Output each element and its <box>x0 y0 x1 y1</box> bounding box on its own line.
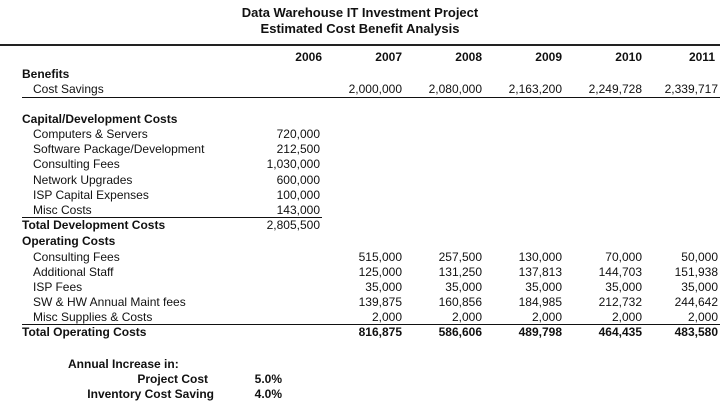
total-operating-2009: 489,798 <box>518 325 562 339</box>
operating-value: 130,000 <box>518 250 562 264</box>
operating-value: 50,000 <box>681 250 718 264</box>
capital-row-label: ISP Capital Expenses <box>33 188 149 202</box>
operating-value: 160,856 <box>438 295 482 309</box>
operating-row-label: ISP Fees <box>33 280 83 294</box>
operating-value: 515,000 <box>358 250 402 264</box>
total-operating-2007: 816,875 <box>358 325 402 339</box>
cost-savings-label: Cost Savings <box>33 82 104 96</box>
capital-heading: Capital/Development Costs <box>22 112 178 126</box>
operating-value: 2,000 <box>531 310 562 324</box>
operating-value: 35,000 <box>445 280 482 294</box>
operating-value: 35,000 <box>365 280 402 294</box>
total-operating-2010: 464,435 <box>598 325 642 339</box>
capital-row-label: Misc Costs <box>33 203 92 217</box>
operating-value: 131,250 <box>438 265 482 279</box>
capital-row-value: 1,030,000 <box>266 157 320 171</box>
total-operating-costs-label: Total Operating Costs <box>22 325 147 339</box>
cost-savings-2009: 2,163,200 <box>508 82 562 96</box>
total-operating-2011: 483,580 <box>674 325 718 339</box>
total-dev-costs-value: 2,805,500 <box>266 218 320 232</box>
capital-row-label: Network Upgrades <box>33 173 133 187</box>
project-cost-label: Project Cost <box>137 372 208 386</box>
operating-value: 184,985 <box>518 295 562 309</box>
operating-heading: Operating Costs <box>22 234 116 248</box>
inventory-cost-saving-value: 4.0% <box>254 387 282 401</box>
operating-row-label: SW & HW Annual Maint fees <box>33 295 186 309</box>
operating-value: 212,732 <box>598 295 642 309</box>
capital-row-label: Software Package/Development <box>33 142 205 156</box>
year-col-2007: 2007 <box>375 50 402 64</box>
year-col-2011: 2011 <box>688 50 715 64</box>
operating-row-label: Misc Supplies & Costs <box>33 310 153 324</box>
operating-value: 139,875 <box>358 295 402 309</box>
benefits-underline <box>22 97 720 98</box>
capital-row-value: 143,000 <box>276 203 320 217</box>
title-line-1: Data Warehouse IT Investment Project <box>241 5 479 20</box>
operating-value: 137,813 <box>518 265 562 279</box>
operating-value: 35,000 <box>681 280 718 294</box>
year-col-2008: 2008 <box>455 50 482 64</box>
inventory-cost-saving-label: Inventory Cost Saving <box>87 387 214 401</box>
operating-value: 151,938 <box>674 265 718 279</box>
operating-value: 2,000 <box>371 310 402 324</box>
operating-value: 2,000 <box>451 310 482 324</box>
capital-row-label: Consulting Fees <box>33 157 120 171</box>
capital-row-value: 720,000 <box>276 127 320 141</box>
year-col-2010: 2010 <box>615 50 642 64</box>
annual-increase-heading: Annual Increase in: <box>68 357 179 371</box>
title-line-2: Estimated Cost Benefit Analysis <box>260 21 460 36</box>
capital-row-value: 100,000 <box>276 188 320 202</box>
capital-row-label: Computers & Servers <box>33 127 148 141</box>
cost-savings-2011: 2,339,717 <box>664 82 718 96</box>
operating-value: 35,000 <box>525 280 562 294</box>
total-dev-costs-label: Total Development Costs <box>22 218 166 232</box>
total-operating-2008: 586,606 <box>438 325 482 339</box>
operating-row-label: Additional Staff <box>33 265 114 279</box>
capital-row-value: 600,000 <box>276 173 320 187</box>
operating-value: 2,000 <box>687 310 718 324</box>
operating-value: 125,000 <box>358 265 402 279</box>
project-cost-value: 5.0% <box>254 372 282 386</box>
cost-savings-2007: 2,000,000 <box>348 82 402 96</box>
operating-value: 257,500 <box>438 250 482 264</box>
operating-value: 144,703 <box>598 265 642 279</box>
operating-value: 244,642 <box>674 295 718 309</box>
capital-row-value: 212,500 <box>276 142 320 156</box>
year-col-2009: 2009 <box>535 50 562 64</box>
operating-value: 70,000 <box>605 250 642 264</box>
cost-savings-2008: 2,080,000 <box>428 82 482 96</box>
operating-value: 35,000 <box>605 280 642 294</box>
operating-value: 2,000 <box>611 310 642 324</box>
operating-row-label: Consulting Fees <box>33 250 120 264</box>
benefits-heading: Benefits <box>22 67 70 81</box>
year-col-2006: 2006 <box>295 50 322 64</box>
cost-savings-2010: 2,249,728 <box>588 82 642 96</box>
